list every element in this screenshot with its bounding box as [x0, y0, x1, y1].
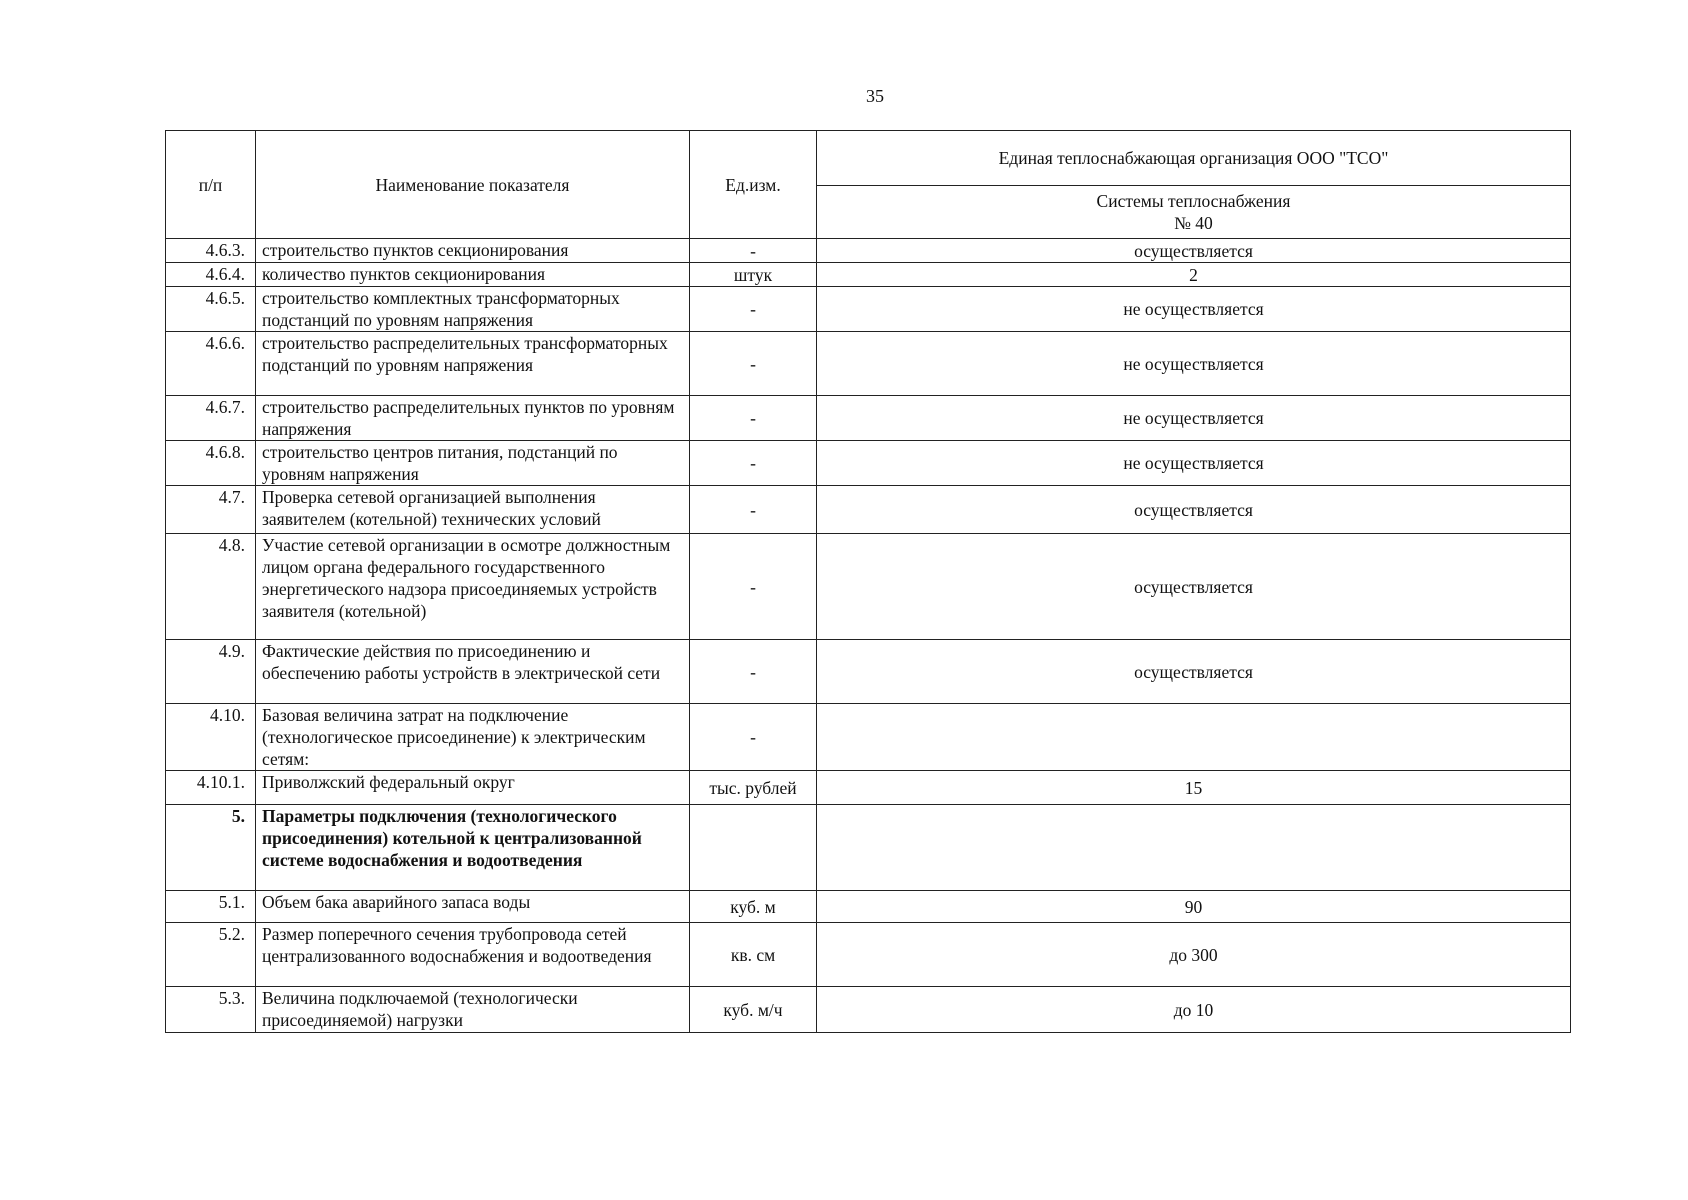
- row-unit: штук: [690, 263, 817, 287]
- table-body: [166, 239, 1571, 1033]
- table-row: [166, 805, 1571, 891]
- table-row: [166, 771, 1571, 805]
- row-value: не осуществляется: [817, 441, 1571, 486]
- row-value: [817, 805, 1571, 891]
- table-row: [166, 486, 1571, 534]
- indicators-table: [165, 130, 1571, 1033]
- row-unit: куб. м: [690, 891, 817, 923]
- row-number: 4.8.: [166, 534, 256, 640]
- row-value: не осуществляется: [817, 287, 1571, 332]
- table-row: [166, 640, 1571, 704]
- row-number: 4.6.5.: [166, 287, 256, 332]
- row-value: до 10: [817, 987, 1571, 1033]
- table-row: [166, 239, 1571, 263]
- row-number: 5.2.: [166, 923, 256, 987]
- row-unit: -: [690, 640, 817, 704]
- row-number: 4.6.4.: [166, 263, 256, 287]
- row-unit: кв. см: [690, 923, 817, 987]
- row-unit: -: [690, 332, 817, 396]
- row-number: 4.6.8.: [166, 441, 256, 486]
- table-row: [166, 263, 1571, 287]
- row-indicator-name: Участие сетевой организации в осмотре должностным лицом органа федерального государственного энергетического надзора присоединяемых устройств заявителя (котельной): [256, 534, 690, 640]
- row-indicator-name: Приволжский федеральный округ: [256, 771, 690, 805]
- row-value: осуществляется: [817, 640, 1571, 704]
- table-row: [166, 534, 1571, 640]
- table-row: [166, 287, 1571, 332]
- row-indicator-name: Проверка сетевой организацией выполнения заявителем (котельной) технических условий: [256, 486, 690, 534]
- row-indicator-name: количество пунктов секционирования: [256, 263, 690, 287]
- row-unit: куб. м/ч: [690, 987, 817, 1033]
- row-indicator-name: строительство пунктов секционирования: [256, 239, 690, 263]
- row-number: 4.10.: [166, 704, 256, 771]
- row-number: 4.6.6.: [166, 332, 256, 396]
- row-indicator-name: Фактические действия по присоединению и обеспечению работы устройств в электрической сети: [256, 640, 690, 704]
- row-value: не осуществляется: [817, 332, 1571, 396]
- row-unit: -: [690, 704, 817, 771]
- row-value: до 300: [817, 923, 1571, 987]
- row-value: осуществляется: [817, 486, 1571, 534]
- header-system-cell: [817, 186, 1571, 239]
- row-number: 4.6.3.: [166, 239, 256, 263]
- table-header: [166, 131, 1571, 239]
- row-unit: -: [690, 486, 817, 534]
- row-indicator-name: строительство распределительных трансформаторных подстанций по уровням напряжения: [256, 332, 690, 396]
- row-unit: -: [690, 441, 817, 486]
- row-indicator-name: Размер поперечного сечения трубопровода сетей централизованного водоснабжения и водоотведения: [256, 923, 690, 987]
- row-indicator-name: строительство центров питания, подстанций по уровням напряжения: [256, 441, 690, 486]
- row-value: 2: [817, 263, 1571, 287]
- header-org-title: Единая теплоснабжающая организация ООО "ТСО": [817, 131, 1571, 186]
- row-value: осуществляется: [817, 239, 1571, 263]
- row-number: 5.: [166, 805, 256, 891]
- row-indicator-name: Базовая величина затрат на подключение (технологическое присоединение) к электрическим сетям:: [256, 704, 690, 771]
- row-indicator-name: строительство распределительных пунктов по уровням напряжения: [256, 396, 690, 441]
- row-number: 5.1.: [166, 891, 256, 923]
- row-value: 90: [817, 891, 1571, 923]
- header-col-num: п/п: [166, 131, 256, 239]
- row-value: не осуществляется: [817, 396, 1571, 441]
- row-indicator-name: Параметры подключения (технологического присоединения) котельной к централизованной системе водоснабжения и водоотведения: [256, 805, 690, 891]
- table-row: [166, 332, 1571, 396]
- row-indicator-name: Величина подключаемой (технологически присоединяемой) нагрузки: [256, 987, 690, 1033]
- row-indicator-name: Объем бака аварийного запаса воды: [256, 891, 690, 923]
- table-row: [166, 923, 1571, 987]
- header-system-line1: Системы теплоснабжения: [1096, 191, 1291, 211]
- row-unit: -: [690, 287, 817, 332]
- page-number: 35: [866, 86, 884, 106]
- row-value: 15: [817, 771, 1571, 805]
- row-unit: -: [690, 534, 817, 640]
- header-col-name: Наименование показателя: [256, 131, 690, 239]
- row-unit: -: [690, 239, 817, 263]
- row-number: 4.6.7.: [166, 396, 256, 441]
- row-value: осуществляется: [817, 534, 1571, 640]
- table-row: [166, 891, 1571, 923]
- row-number: 4.7.: [166, 486, 256, 534]
- header-col-unit: Ед.изм.: [690, 131, 817, 239]
- row-value: [817, 704, 1571, 771]
- table-row: [166, 441, 1571, 486]
- header-system-line2: № 40: [1174, 213, 1213, 233]
- table-row: [166, 704, 1571, 771]
- row-number: 5.3.: [166, 987, 256, 1033]
- row-unit: [690, 805, 817, 891]
- table-row: [166, 987, 1571, 1033]
- table-row: [166, 396, 1571, 441]
- row-indicator-name: строительство комплектных трансформаторных подстанций по уровням напряжения: [256, 287, 690, 332]
- row-number: 4.10.1.: [166, 771, 256, 805]
- row-number: 4.9.: [166, 640, 256, 704]
- row-unit: -: [690, 396, 817, 441]
- row-unit: тыс. рублей: [690, 771, 817, 805]
